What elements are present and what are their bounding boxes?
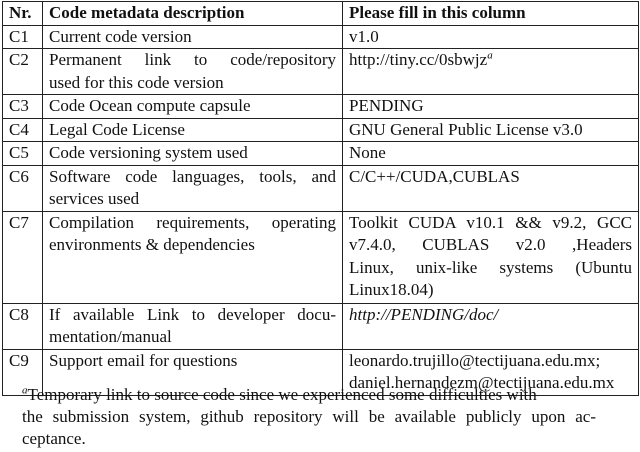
row-number: C7 [3,211,43,303]
row-number: C8 [3,303,43,349]
row-number: C6 [3,165,43,211]
footnote [22,384,596,450]
row-value [343,211,639,303]
row-description [43,25,343,49]
row-value-line: http://PENDING/doc/ [349,304,499,324]
row-value-line: Toolkit CUDA v10.1 && v9.2, GCC [349,212,632,232]
row-description [43,142,343,166]
row-description-line: Current code version [49,26,192,46]
header-value: Please fill in this column [343,2,639,26]
row-description [43,211,343,303]
row-value-line: v1.0 [349,26,379,46]
row-description [43,303,343,349]
header-row [3,2,639,26]
row-description-line: Code Ocean compute capsule [49,96,251,115]
row-number: C1 [3,25,43,49]
table-row [3,303,639,349]
header-nr: Nr. [3,2,43,26]
row-value [343,303,639,349]
row-number: C3 [3,95,43,119]
row-description-line: Code versioning system used [49,143,248,162]
row-value-line: Linux18.04) [349,280,434,299]
footnote-ref: a [487,49,493,62]
row-description-line: services used [49,189,140,208]
row-value-line: daniel.hernandezm@tectijuana.edu.mx [349,373,615,392]
row-description-line: mentation/manual [49,327,172,346]
row-value [343,165,639,211]
row-value [343,25,639,49]
footnote-line: the submission system, github repository will be available publicly upon ac- [22,407,596,426]
header-description: Code metadata description [43,2,343,26]
row-value-line: GNU General Public License v3.0 [349,119,583,139]
row-number: C2 [3,49,43,95]
row-value [343,95,639,119]
row-number: C9 [3,349,43,395]
row-description [43,118,343,142]
row-value-line: None [349,143,386,162]
row-number: C5 [3,142,43,166]
row-number: C4 [3,118,43,142]
row-description-line: Software code languages, tools, and [49,166,336,186]
table-row [3,25,639,49]
row-description-line: Support email for questions [49,350,238,370]
footnote-mark: a [22,384,28,397]
table-row [3,211,639,303]
footnote-line: $^a$Temporary link to source code since we experienced some difficulties with [22,384,537,404]
code-metadata-table [2,1,639,396]
row-value-line: leonardo.trujillo@tectijuana.edu.mx; [349,350,601,370]
table-row [3,165,639,211]
table-row [3,49,639,95]
row-value [343,49,639,95]
row-value-line: C/C++/CUDA,CUBLAS [349,166,520,186]
row-value [343,118,639,142]
footnote-line: ceptance. [22,429,86,448]
row-description-line: used for this code version [49,72,224,92]
row-value-line: Linux, unix-like systems (Ubuntu [349,257,632,277]
table-row [3,118,639,142]
row-value [343,142,639,166]
row-description-line: Permanent link to code/repository [49,50,336,69]
row-description [43,95,343,119]
row-value-line: v7.4.0, CUBLAS v2.0 ,Headers [349,235,632,254]
table-row [3,142,639,166]
row-value-line: PENDING [349,96,424,115]
row-description [43,165,343,211]
row-description-line: Legal Code License [49,119,185,139]
table-row [3,95,639,119]
row-description-line: Compilation requirements, operating [49,212,336,232]
row-description-line: environments & dependencies [49,235,255,254]
row-description [43,49,343,95]
row-description-line: If available Link to developer docu- [49,304,336,324]
row-value-line: http://tiny.cc/0sbwjz [349,50,488,69]
